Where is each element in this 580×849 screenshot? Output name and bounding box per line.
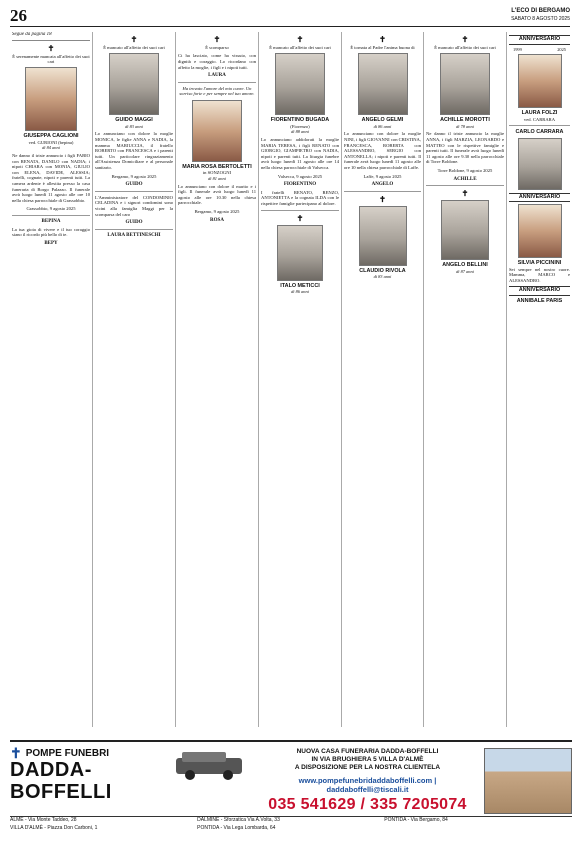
advertisement-text [260,748,475,814]
cross-icon: ✝ [296,213,304,223]
deceased-subtitle: ved. GURIONI (bepina) [28,139,74,145]
deceased-name: ANGELO GELMI [361,117,404,124]
deceased-name: GIUSEPPA CAGLIONI [23,133,79,140]
obituary-place-date: Bergamo, 9 agosto 2025 [111,173,157,179]
branch-address: ALMÈ - Via Monte Taddeo, 28 [10,817,77,823]
cross-icon: ✝ [461,189,469,199]
deceased-name: CLAUDIO RIVOLA [359,267,406,274]
deceased-age: di 88 anni [291,129,309,135]
obituary-lead: È mancato all'affetto dei suoi cari [269,45,331,50]
portrait-photo [518,138,562,190]
deceased-name: CARLO CARRARA [515,129,564,136]
obituary-place-date: Laffe, 9 agosto 2025 [363,173,402,179]
portrait-photo [358,53,408,115]
deceased-name: ANNIBALE PARIS [516,297,563,304]
publication-name [511,7,570,23]
year-start: 1999 [513,46,522,52]
condolence-text: La tua gioia di vivere e il tuo coraggio siano il ricordo più bello di te. [12,226,90,238]
obituary-column-1 [10,32,92,727]
anniversary-text: Sei sempre nel nostro cuore. Mamma, MARCO e ALESSANDRO. [509,266,570,283]
divider [95,229,173,230]
cross-icon: ✝ [10,745,22,761]
deceased-name: ANGELO BELLINI [442,262,488,269]
page-number: 26 [10,6,27,25]
branch-address: DALMINE - Sforzatica Via A.Volta, 33 [197,817,280,823]
anniversary-heading: ANNIVERSARIO [509,35,570,45]
cross-icon: ✝ [47,43,55,53]
portrait-photo [518,54,562,108]
branch-address: PONTIDA - Via Lega Lombarda, 64 [197,824,276,831]
obituary-column-5 [341,32,423,727]
signature: GUIDO [125,182,143,188]
signature: BEPY [44,240,58,246]
deceased-name: SILVIA PICCININI [517,260,562,267]
divider [261,210,339,211]
company-title: POMPE FUNEBRI [25,748,110,759]
anniversary-heading: ANNIVERSARIO [509,193,570,203]
deceased-subtitle: ved. CARRARA [523,116,556,122]
signature: ANGELO [371,182,394,188]
publication-title: L'ECO DI BERGAMO [511,8,570,14]
portrait-photo [518,204,562,258]
obituary-column-6 [423,32,506,727]
deceased-age: di 81 anni [208,175,226,181]
year-end: 2025 [557,46,566,52]
signature: GUIDO [125,220,143,226]
continued-notice: Segue da pagina 18 [12,32,90,41]
portrait-photo [275,53,325,115]
portrait-photo [277,225,323,281]
condolence-text: L'Amministratore del CONDOMINIO CELADINA e i signori condomini sono vicini alla famiglia Maggi per la scomparsa del caro [95,194,173,217]
obituary-lead: È tornata al Padre l'anima buona di [350,45,415,50]
divider [509,125,570,126]
obituary-text: Ne danno il triste annuncio i figli FABIO con RENATA, DANILO con NADIA; i nipoti CHIARA con MONIA, GIULIO con ELENA, DAVIDE, ALESSIA; fratelli, cognate, nipoti e parenti tutti. La camera ardente è allestita presso la casa funeraria di Borgo Palazzo. Il funerale avrà luogo lunedì 11 agosto alle ore 10 nella chiesa parrocchiale di Grassobbio. [12,153,90,203]
portrait-photo [192,100,242,162]
ad-line-1: NUOVA CASA FUNERARIA DADDA-BOFFELLI [296,748,439,755]
ad-line-3: A DISPOSIZIONE PER LA NOSTRA CLIENTELA [294,764,441,771]
obituary-text: Lo annunciano con dolore la moglie NINI, i figli GIOVANNI con CRISTINA, FRANCESCA, ROBERTA con ALESSANDRO, SERGIO con ANTONELLA; i nipoti e parenti tutti. Il funerale avrà luogo lunedì 11 agosto alle ore 10 nella chiesa parrocchiale di Laffe. [344,131,421,170]
obituary-text: Ne danno il triste annuncio la moglie ANNA, i figli MARZIA, LEONARDO e MATTEO con le rispettive famiglie e parenti tutti. Il funerale avrà luogo lunedì 11 agosto alle ore 9.30 nella parrocchiale di Torre Boldone. [426,131,504,165]
obituary-column-4 [258,32,341,727]
branch-addresses [10,816,572,832]
obituary-text: Lo annunciano addolorati la moglie MARIA TERESA, i figli RENATO con GIORGIO, GIAMPIETRO con NADIA, nipoti e parenti tutti. La liturgia funebre avrà luogo lunedì 11 agosto alle ore 14 nella chiesa parrocchiale di Valsecca. [261,137,339,170]
ad-line-2: IN VIA BRUGHIERA 5 VILLA D'ALMÈ [311,756,424,763]
cross-icon: ✝ [130,35,138,44]
divider [426,185,504,186]
cross-icon: ✝ [213,35,221,44]
page-header [10,5,570,27]
signature: BEPINA [41,218,61,224]
divider [344,191,421,192]
obituary-column-3 [175,32,258,727]
deceased-age: di 78 anni [456,123,474,129]
website-link[interactable]: www.pompefunebridaddaboffelli.com | daddaboffelli@tiscali.it [298,776,437,794]
funeral-home-building-image [484,748,572,814]
condolence-text: I fratelli RENATO, RENZO, ANTONIETTA e la cognata ILDA con le rispettive famiglie partecipano al dolore. [261,189,339,206]
company-name: DADDA-BOFFELLI [10,759,112,803]
deceased-age: di 84 anni [42,145,60,151]
cross-icon: ✝ [461,35,469,44]
obituary-place-date: Torre Boldone, 9 agosto 2025 [437,167,493,173]
obituary-lead: È scomparso [205,45,229,50]
hearse-image [172,748,250,784]
deceased-subtitle: in SONZOGNI [202,170,232,176]
deceased-name: FIORENTINO BUGADA [270,117,330,124]
portrait-photo [25,67,77,131]
divider [12,215,90,216]
signature: ACHILLE [453,176,477,182]
deceased-age: di 83 anni [373,274,392,280]
deceased-name: GUIDO MAGGI [115,117,153,124]
obituary-lead: È mancato all'affetto dei suoi cari [103,45,165,50]
deceased-name: ITALO METICCI [280,282,320,289]
portrait-photo [359,206,407,266]
anniversary-years [509,47,570,53]
obituary-text: Lo annunciano con dolore la moglie MONICA, le figlie ANNA e NADIA, la mamma MARIUCCIA, il fratello ROBERTO con FRANCESCA e i parenti tutti. Un particolare ringraziamento all'Assistenza Domiciliare e al personale sanitario. [95,131,173,170]
obituary-column-7 [506,32,572,727]
cross-icon: ✝ [379,194,386,204]
portrait-photo [440,53,490,115]
anniversary-heading: ANNIVERSARIO [509,286,570,296]
publication-date: SABATO 8 AGOSTO 2025 [511,16,570,22]
portrait-photo [441,200,489,260]
deceased-age: di 86 anni [291,288,309,294]
deceased-name: MARIA ROSA BERTOLETTI [182,163,252,170]
deceased-name: ACHILLE MOROTTI [440,117,490,124]
deceased-age: di 86 anni [373,123,392,129]
deceased-name: LAURA FOLZI [521,110,558,117]
obituary-place-date: Grassobbio, 9 agosto 2025 [26,206,76,212]
signature: LAURA [208,73,226,79]
obituary-text: Lo annunciano con dolore il marito e i figli. Il funerale avrà luogo lunedì 11 agosto alle ore 10.30 nella chiesa parrocchiale. [178,183,256,206]
obituary-place-date: Valsecca, 9 agosto 2025 [277,173,323,179]
branch-address: PONTIDA - Via Bergamo, 84 [384,817,448,823]
signature: ROSA [210,217,224,223]
divider [95,191,173,192]
deceased-age: di 87 anni [456,268,474,274]
portrait-photo [109,53,159,115]
deceased-subtitle: (Fiorenzo) [290,123,310,129]
company-logo [10,745,170,814]
cross-icon: ✝ [379,35,386,44]
obituary-lead: È serenamente mancata all'affetto dei suoi cari [12,53,90,64]
obituary-lead: È mancato all'affetto dei suoi cari [434,45,496,50]
obituary-column-2 [92,32,175,727]
phone-numbers[interactable]: 035 541629 / 335 7205074 [268,796,467,813]
signature: LAURA BETTINESCHI [107,232,161,238]
funeral-home-advertisement [10,740,572,844]
deceased-age: di 83 anni [125,123,143,129]
obituary-place-date: Bergamo, 9 agosto 2025 [194,208,240,214]
signature: FIORENTINO [283,182,317,188]
obituary-text: Ci ha lasciato, come ha vissuto, con dignità e coraggio. Lo ricordano con affetto la moglie, i figli e i nipoti tutti. [178,53,256,70]
cross-icon: ✝ [296,35,304,44]
memorial-verse: Ha trovato l'amore del mio cuore. Un sorriso forte e per sempre nel tuo amore. [179,85,255,97]
branch-address: VILLA D'ALMÈ - Piazza Don Carboni, 1 [10,824,98,831]
divider [178,82,256,83]
